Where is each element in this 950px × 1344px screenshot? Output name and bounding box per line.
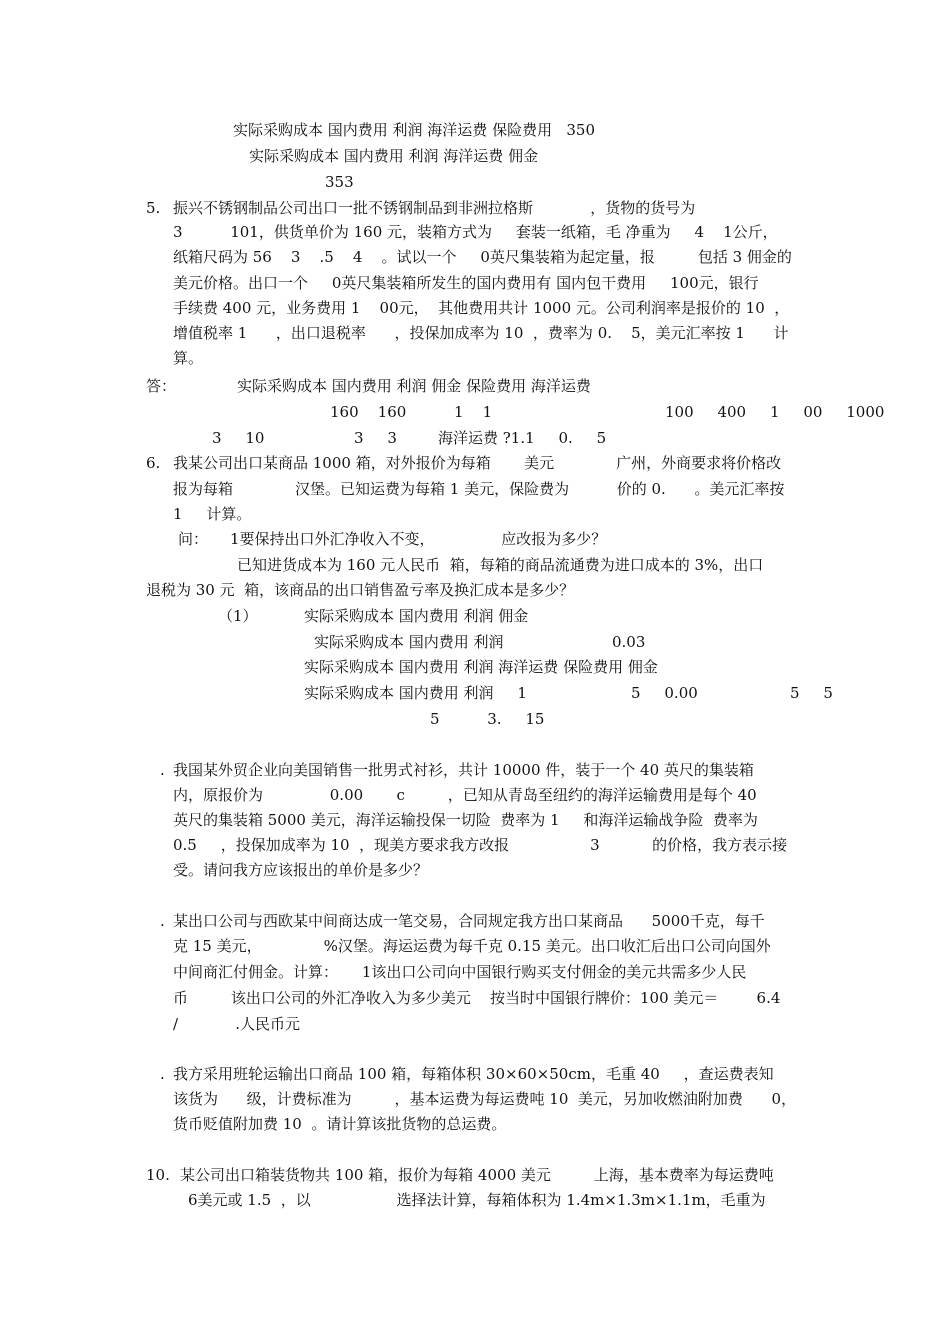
text-line: 实际采购成本 国内费用 利润 佣金 保险费用 海洋运费 (237, 377, 591, 395)
text-line: 100 400 1 00 1000 (665, 403, 885, 421)
text-line: 货币贬值附加费 10 。请计算该批货物的总运费。 (173, 1115, 507, 1133)
text-line: 纸箱尺码为 56 3 .5 4 。试以一个 0英尺集装箱为起定量，报 包括 3 佣金的 (173, 248, 792, 266)
text-line: 0.03 (612, 633, 646, 651)
question-label: 问： (178, 530, 209, 548)
text-line: 3 101，供货单价为 160 元，装箱方式为 套装一纸箱，毛 净重为 4 1公斤， (173, 223, 778, 241)
text-line: 实际采购成本 国内费用 利润 (314, 633, 504, 651)
sub-label: （1） (218, 607, 258, 625)
question-number: 6. (146, 454, 161, 472)
text-line: 内，原报价为 0.00 c ，已知从青岛至纽约的海洋运输费用是每个 40 (173, 786, 757, 804)
question-number: . (160, 912, 165, 930)
text-line: 美元价格。出口一个 0英尺集装箱所发生的国内费用有 国内包干费用 100元，银行 (173, 274, 759, 292)
text-line: 3 10 (212, 429, 265, 447)
answer-label: 答： (146, 377, 177, 395)
text-line: 实际采购成本 国内费用 利润 1 (304, 684, 527, 702)
text-line: 实际采购成本 国内费用 利润 海洋运费 保险费用 佣金 (304, 658, 658, 676)
text-line: 3 3 (354, 429, 397, 447)
text-line: 我方采用班轮运输出口商品 100 箱，每箱体积 30×60×50cm，毛重 40 ，查运费表知 (173, 1065, 774, 1083)
text-line: 算。 (173, 349, 204, 367)
text-line: 该货为 级，计费标准为 ，基本运费为每运费吨 10 美元，另加收燃油附加费 0， (173, 1090, 797, 1108)
question-number: 10. (146, 1166, 170, 1184)
text-line: 我国某外贸企业向美国销售一批男式衬衫，共计 10000 件，装于一个 40 英尺的集装箱 (173, 761, 754, 779)
text-line: 1 计算。 (173, 505, 252, 523)
text-line: 增值税率 1 ，出口退税率 ，投保加成率为 10 ，费率为 0. 5，美元汇率按 1 计 (173, 324, 789, 342)
question-number: . (160, 761, 165, 779)
text-line: 已知进货成本为 160 元人民币 箱，每箱的商品流通费为进口成本的 3%，出口 (237, 556, 764, 574)
text-line: 英尺的集装箱 5000 美元，海洋运输投保一切险 费率为 1 和海洋运输战争险 费率为 (173, 811, 758, 829)
text-line: 中间商汇付佣金。计算： 1该出口公司向中国银行购买支付佣金的美元共需多少人民 (173, 963, 747, 981)
text-line: 1要保持出口外汇净收入不变， 应改报为多少？ (230, 530, 607, 548)
text-line: 退税为 30 元 箱，该商品的出口销售盈亏率及换汇成本是多少？ (146, 581, 575, 599)
text-line: 我某公司出口某商品 1000 箱，对外报价为每箱 美元 广州，外商要求将价格改 (173, 454, 782, 472)
text-line: 某出口公司与西欧某中间商达成一笔交易，合同规定我方出口某商品 5000千克，每千 (173, 912, 765, 930)
text-line: 报为每箱 汉堡。已知运费为每箱 1 美元，保险费为 价的 0. 。美元汇率按 (173, 480, 785, 498)
text-line: 某公司出口箱装货物共 100 箱，报价为每箱 4000 美元 上海，基本费率为每运费吨 (180, 1166, 774, 1184)
text-line: 实际采购成本 国内费用 利润 海洋运费 佣金 (249, 147, 539, 165)
text-line: 160 160 1 1 (330, 403, 493, 421)
text-line: / .人民币元 (173, 1015, 301, 1033)
text-line: 受。请问我方应该报出的单价是多少？ (173, 861, 429, 879)
text-line: 6美元或 1.5 ，以 选择法计算，每箱体积为 1.4m×1.3m×1.1m，毛重为 (188, 1191, 766, 1209)
question-number: 5. (146, 199, 161, 217)
text-line: 实际采购成本 国内费用 利润 海洋运费 保险费用 350 (233, 121, 596, 139)
text-line: 海洋运费 ?1.1 0. 5 (438, 429, 607, 447)
text-line: 实际采购成本 国内费用 利润 佣金 (304, 607, 529, 625)
text-line: 5 0.00 (631, 684, 698, 702)
text-line: 0.5 ，投保加成率为 10 ，现美方要求我方改报 3 的价格，我方表示接 (173, 836, 788, 854)
text-line: 克 15 美元， %汉堡。海运运费为每千克 0.15 美元。出口收汇后出口公司向国外 (173, 937, 771, 955)
text-line: 353 (325, 173, 354, 191)
text-line: 振兴不锈钢制品公司出口一批不锈钢制品到非洲拉格斯 ，货物的货号为 (173, 199, 696, 217)
question-number: . (160, 1065, 165, 1083)
text-line: 5 3. 15 (430, 710, 545, 728)
text-line: 币 该出口公司的外汇净收入为多少美元 按当时中国银行牌价：100 美元＝ 6.4 (173, 989, 781, 1007)
text-line: 5 5 (790, 684, 833, 702)
text-line: 手续费 400 元，业务费用 1 00元， 其他费用共计 1000 元。公司利润率是报价的 10 ， (173, 299, 790, 317)
